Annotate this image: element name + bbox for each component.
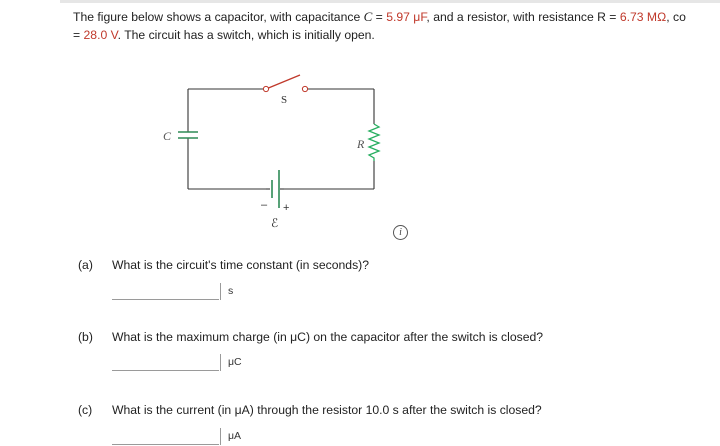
intro-text-1: The figure below shows a capacitor, with capacitance <box>73 10 364 24</box>
switch-blade <box>266 75 300 89</box>
capacitance-symbol: C <box>363 9 373 24</box>
question-b-text: What is the maximum charge (in μC) on the capacitor after the switch is closed? <box>112 330 544 344</box>
question-c-text: What is the current (in μA) through the resistor 10.0 s after the switch is closed? <box>112 403 542 417</box>
switch-contact <box>302 86 307 91</box>
answer-c-input[interactable] <box>112 428 219 445</box>
battery <box>261 170 289 230</box>
answer-b-input[interactable] <box>112 354 219 371</box>
battery-minus-label: – <box>261 199 268 211</box>
battery-plus-label: + <box>283 202 290 214</box>
resistor-label: R <box>357 137 365 151</box>
switch-pivot <box>263 86 268 91</box>
intro-text-3: , co <box>666 10 686 24</box>
equals-1: = <box>372 10 387 24</box>
resistance-value: 6.73 MΩ <box>619 10 667 24</box>
capacitor <box>163 129 198 143</box>
intro-text-4: . The circuit has a switch, which is initially open. <box>117 27 375 42</box>
switch <box>263 75 307 106</box>
capacitance-value: 5.97 μF <box>386 10 427 24</box>
emf-value: 28.0 V <box>83 27 118 42</box>
answer-a-unit: s <box>220 283 239 300</box>
answer-c-unit: μA <box>220 428 247 445</box>
resistor-zigzag <box>369 124 379 161</box>
answer-a-input[interactable] <box>112 283 219 300</box>
capacitor-label: C <box>163 129 172 143</box>
emf-label: ℰ <box>271 216 279 230</box>
intro-text-2: , and a resistor, with resistance R = <box>426 10 620 24</box>
switch-label: S <box>281 94 288 106</box>
answer-b-unit: μC <box>220 354 248 371</box>
question-c-part: (c) <box>78 403 93 417</box>
info-icon[interactable]: i <box>393 225 408 240</box>
question-b-part: (b) <box>78 330 93 344</box>
equals-2: = <box>73 27 84 42</box>
resistor <box>356 124 379 161</box>
question-a-part: (a) <box>78 258 93 272</box>
question-a-text: What is the circuit's time constant (in seconds)? <box>112 258 370 272</box>
